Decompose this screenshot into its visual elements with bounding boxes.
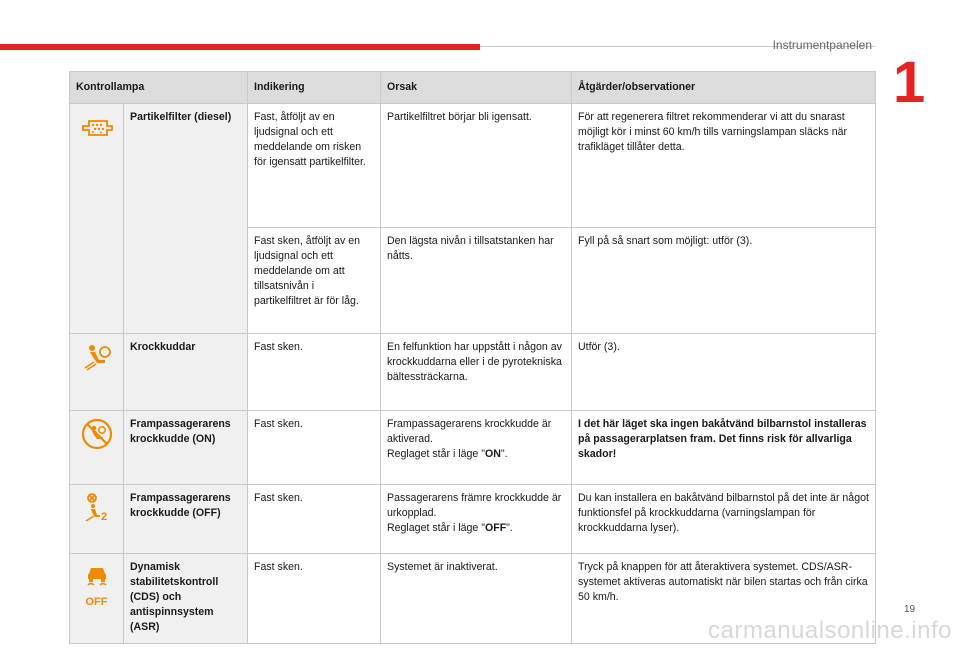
cause-cell: Systemet är inaktiverat. bbox=[381, 554, 572, 644]
lamp-name: Dynamisk stabilitetskontroll (CDS) och antispinnsystem (ASR) bbox=[124, 554, 248, 644]
lamp-name: Frampassagerarens krockkudde (ON) bbox=[124, 411, 248, 485]
cause-text: Reglaget står i läge " bbox=[387, 448, 485, 460]
cause-cell: En felfunktion har uppstått i någon av krockkuddarna eller i de pyrotekniska bältessträckarna. bbox=[381, 334, 572, 411]
cause-text: ". bbox=[506, 522, 513, 534]
cause-cell: Den lägsta nivån i tillsatstanken har nåtts. bbox=[381, 228, 572, 334]
indication-cell: Fast, åtföljt av en ljudsignal och ett meddelande om risken för igensatt partikelfilter. bbox=[248, 104, 381, 228]
icon-cell bbox=[70, 411, 124, 485]
switch-state: OFF bbox=[484, 522, 507, 534]
indication-cell: Fast sken. bbox=[248, 485, 381, 554]
cause-text: Frampassagerarens krockkudde är aktiverad. bbox=[387, 418, 552, 445]
warning-lamp-table bbox=[69, 71, 876, 644]
action-cell: Du kan installera en bakåtvänd bilbarnstol på det inte är något funktionsfel på krockkuddarna (varningslampan för krockkuddarna lyser). bbox=[572, 485, 876, 554]
icon-cell bbox=[70, 554, 124, 644]
lamp-name: Krockkuddar bbox=[124, 334, 248, 411]
cause-text: ". bbox=[500, 448, 508, 460]
off-label: OFF bbox=[85, 596, 108, 608]
page-number: 19 bbox=[904, 604, 916, 615]
airbag-icon bbox=[80, 340, 114, 374]
header-orsak: Orsak bbox=[381, 72, 572, 104]
switch-state: ON bbox=[484, 448, 501, 460]
svg-text:2: 2 bbox=[100, 511, 107, 523]
table-row bbox=[70, 485, 876, 554]
header-accent-bar bbox=[0, 44, 480, 50]
icon-cell bbox=[70, 104, 124, 334]
action-cell: Utför (3). bbox=[572, 334, 876, 411]
lamp-name: Frampassagerarens krockkudde (OFF) bbox=[124, 485, 248, 554]
table-row bbox=[70, 411, 876, 485]
section-title: Instrumentpanelen bbox=[772, 38, 872, 52]
particle-filter-icon bbox=[80, 110, 114, 144]
indication-cell: Fast sken, åtföljt av en ljudsignal och ett meddelande om att tillsatsnivån i partikelfiltret är för låg. bbox=[248, 228, 381, 334]
header-atgarder: Åtgärder/observationer bbox=[572, 72, 876, 104]
icon-cell bbox=[70, 485, 124, 554]
cause-text: Passagerarens främre krockkudde är urkopplad. bbox=[387, 492, 562, 519]
action-cell: Fyll på så snart som möjligt: utför (3). bbox=[572, 228, 876, 334]
passenger-airbag-on-icon bbox=[80, 417, 114, 451]
lamp-name: Partikelfilter (diesel) bbox=[124, 104, 248, 334]
passenger-airbag-off-icon bbox=[80, 491, 114, 525]
cause-cell: Partikelfiltret börjar bli igensatt. bbox=[381, 104, 572, 228]
action-cell: För att regenerera filtret rekommenderar vi att du snarast möjligt kör i minst 60 km/h tills varningslampan släcks när trafikläget tillåter detta. bbox=[572, 104, 876, 228]
table-header-row bbox=[70, 72, 876, 104]
action-cell: I det här läget ska ingen bakåtvänd bilbarnstol installeras på passagerarplatsen fram. Det finns risk för allvarliga skador! bbox=[572, 411, 876, 485]
cause-text: Reglaget står i läge " bbox=[387, 522, 485, 534]
indication-cell: Fast sken. bbox=[248, 554, 381, 644]
watermark: carmanualsonline.info bbox=[708, 617, 952, 644]
icon-cell bbox=[70, 334, 124, 411]
cause-cell bbox=[381, 411, 572, 485]
chapter-number: 1 bbox=[893, 50, 926, 115]
header-kontrollampa: Kontrollampa bbox=[70, 72, 248, 104]
cause-cell bbox=[381, 485, 572, 554]
indication-cell: Fast sken. bbox=[248, 411, 381, 485]
header-indikering: Indikering bbox=[248, 72, 381, 104]
table-row bbox=[70, 104, 876, 228]
table-row bbox=[70, 334, 876, 411]
action-cell: Tryck på knappen för att återaktivera systemet. CDS/ASR-systemet aktiveras automatiskt när bilen startas och från cirka 50 km/h. bbox=[572, 554, 876, 644]
indication-cell: Fast sken. bbox=[248, 334, 381, 411]
stability-control-off-icon bbox=[80, 560, 114, 594]
